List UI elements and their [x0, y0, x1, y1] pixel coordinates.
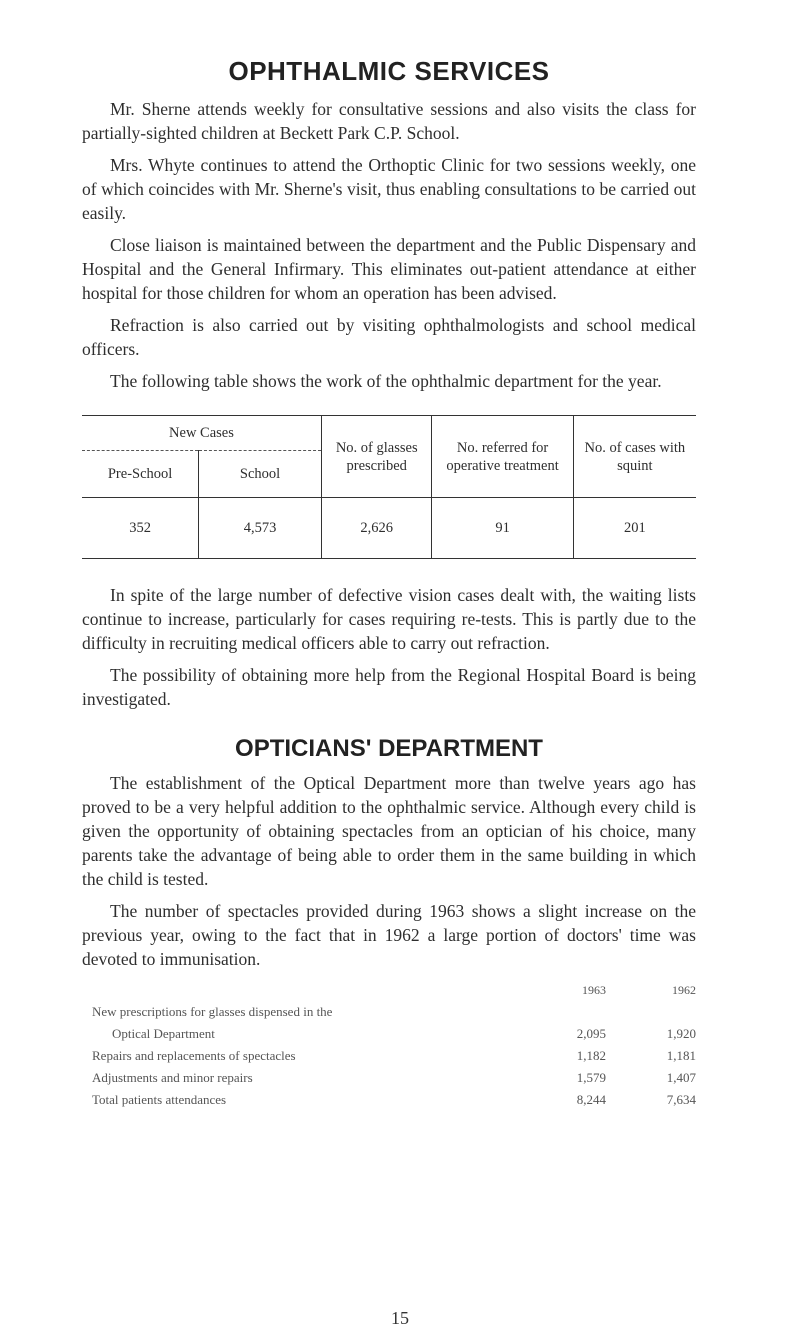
list-item — [82, 1089, 696, 1111]
stat-label: Total patients attendances — [92, 1092, 227, 1107]
stat-value: 8,244 — [576, 1092, 606, 1107]
paragraph: The establishment of the Optical Department more than twelve years ago has proved to be a very helpful addition to the ophthalmic service. Although every child is given the opportunity of obtaining spectacles from an optician of his choice, many parents take the advantage of being able to order them in the same building in which the child is tested. — [82, 773, 696, 889]
stat-value: 2,095 — [576, 1026, 606, 1041]
referred-header: No. referred for operative treatment — [432, 416, 573, 498]
stat-label: Adjustments and minor repairs — [92, 1070, 253, 1085]
list-item — [82, 1067, 696, 1089]
stat-value: 1,920 — [666, 1026, 696, 1041]
paragraph: Mr. Sherne attends weekly for consultative sessions and also visits the class for partially-sighted children at Beckett Park C.P. School. — [82, 99, 696, 143]
section-title: OPTICIANS' DEPARTMENT — [235, 735, 543, 762]
stat-value: 7,634 — [666, 1092, 696, 1107]
stat-label: Repairs and replacements of spectacles — [92, 1048, 296, 1063]
paragraph: In spite of the large number of defective vision cases dealt with, the waiting lists continue to increase, particularly for cases requiring re-tests. This is partly due to the difficulty in recruiting medical officers able to carry out refraction. — [82, 585, 696, 653]
page — [82, 56, 696, 1111]
table-cell: 201 — [573, 498, 696, 559]
school-header: School — [199, 451, 322, 498]
stat-value: 1,579 — [576, 1070, 606, 1085]
paragraph: The following table shows the work of the ophthalmic department for the year. — [110, 371, 662, 391]
table-row — [82, 498, 696, 559]
spectacles-statistics — [82, 979, 696, 1111]
page-number: 15 — [391, 1308, 409, 1328]
paragraph: Close liaison is maintained between the department and the Public Dispensary and Hospital and the General Infirmary. This eliminates out-patient attendance at either hospital for those children for whom an operation has been advised. — [82, 235, 696, 303]
year-1963: 1963 — [582, 983, 606, 997]
list-item — [82, 1001, 696, 1045]
stat-value: 1,181 — [666, 1048, 696, 1063]
paragraph: The number of spectacles provided during 1963 shows a slight increase on the previous year, owing to the fact that in 1962 a large portion of doctors' time was devoted to immunisation. — [82, 901, 696, 969]
paragraph: Mrs. Whyte continues to attend the Orthoptic Clinic for two sessions weekly, one of which coincides with Mr. Sherne's visit, thus enabling consultations to be carried out easily. — [82, 155, 696, 223]
year-1962: 1962 — [672, 983, 696, 997]
squint-header: No. of cases with squint — [584, 439, 686, 474]
table-cell: 2,626 — [321, 498, 432, 559]
stat-value: 1,407 — [666, 1070, 696, 1085]
stat-label: New prescriptions for glasses dispensed in the — [92, 1004, 333, 1019]
ophthalmic-work-table — [82, 415, 696, 559]
stat-label-cont: Optical Department — [112, 1026, 215, 1041]
list-item — [82, 1045, 696, 1067]
stats-header-row — [82, 979, 696, 1001]
pre-school-header: Pre-School — [82, 451, 199, 498]
table-cell: 4,573 — [199, 498, 322, 559]
glasses-header: No. of glasses prescribed — [321, 416, 432, 498]
paragraph: The possibility of obtaining more help from the Regional Hospital Board is being investigated. — [82, 665, 696, 709]
page-title: OPHTHALMIC SERVICES — [228, 56, 550, 86]
table-cell: 91 — [432, 498, 573, 559]
table-cell: 352 — [82, 498, 199, 559]
stat-value: 1,182 — [576, 1048, 606, 1063]
paragraph: Refraction is also carried out by visiting ophthalmologists and school medical officers. — [82, 315, 696, 359]
new-cases-header: New Cases — [82, 416, 321, 451]
